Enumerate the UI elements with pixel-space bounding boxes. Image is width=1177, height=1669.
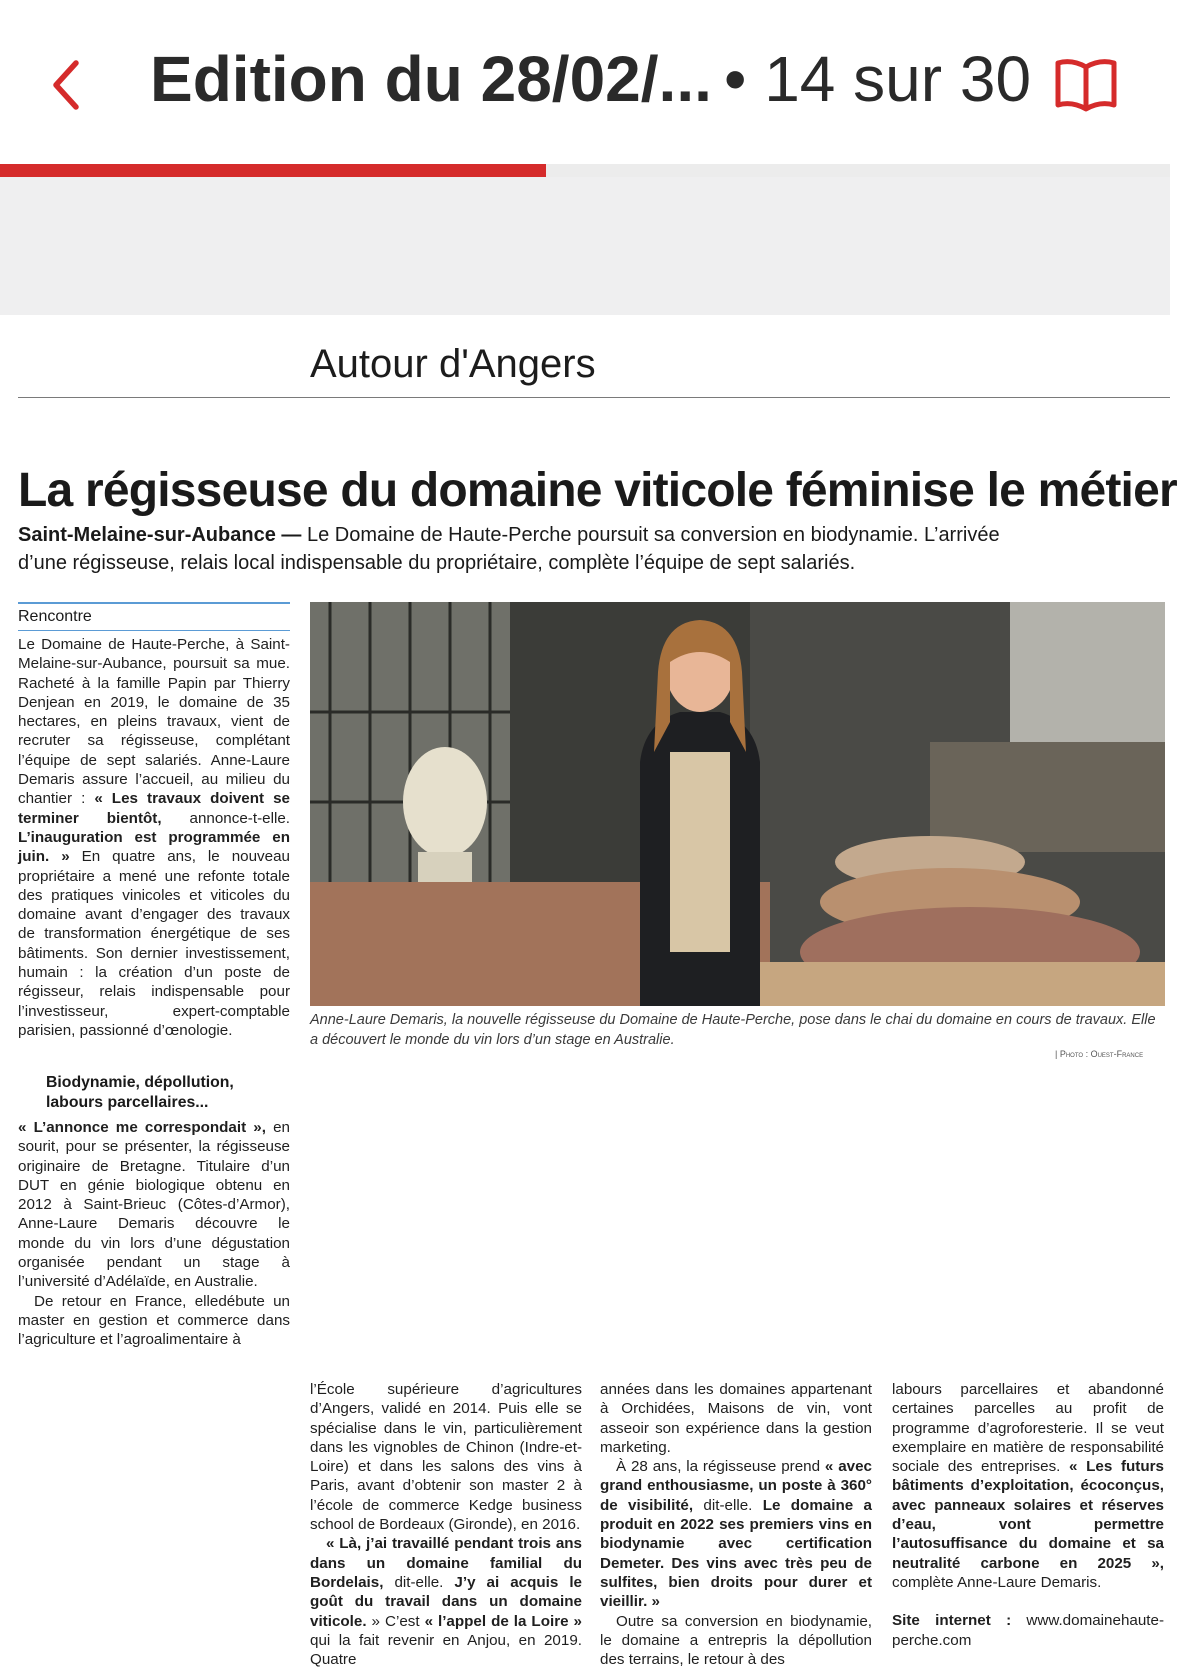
edition-title: Edition du 28/02/... [150, 43, 712, 115]
rubric-rule [18, 602, 290, 604]
article-column [600, 1380, 872, 1669]
newspaper-page [0, 315, 1177, 1669]
paragraph: « L’annonce me correspondait », en sourit, pour se présenter, la régisseuse originaire de Bretagne. Titulaire d’un DUT en génie biologique obtenu en 2012 à Saint-Brieuc (Côtes-d’Armor), Anne-Laure Demaris découvre le monde du vin lors d’une dégustation organisée pendant un stage à l’université d’Adélaïde, en Australie. [18, 1119, 290, 1291]
reading-progress-fill [0, 164, 546, 177]
lead-location: Saint-Melaine-sur-Aubance — [18, 524, 302, 546]
article-column [18, 635, 290, 1040]
article-column [18, 1118, 290, 1350]
reading-progress-bar [0, 164, 1170, 177]
paragraph: Outre sa conversion en biodynamie, le domaine a entrepris la dépollution des terrains, le retour à des [600, 1612, 872, 1669]
article-subheading: Biodynamie, dépollution, labours parcellaires... [46, 1074, 234, 1111]
paragraph: À 28 ans, la régisseuse prend « avec grand enthousiasme, un poste à 360° de visibilité, dit-elle. Le domaine a produit en 2022 ses premiers vins en biodynamie avec certification Demeter. Des vins avec très peu de sulfites, bien droits pour durer et vieillir. » [600, 1458, 872, 1611]
lead-text: Le Domaine de Haute-Perche poursuit sa conversion en biodynamie. L’arrivée d’une régisseuse, relais local indispensable du propriétaire, complète l’équipe de sept salariés. [18, 524, 1000, 574]
website-label: Site internet : [892, 1612, 1012, 1630]
photo-credit: | Photo : Ouest-France [1055, 1049, 1144, 1059]
page-indicator: • 14 sur 30 [724, 43, 1032, 115]
website-link[interactable]: www.domainehaute-perche.com [892, 1612, 1165, 1649]
article-lead [18, 521, 1038, 577]
book-open-icon [1052, 55, 1120, 115]
paragraph: l’École supérieure d’agricultures d’Angers, validé en 2014. Puis elle se spécialise dans le vin, particulièrement dans les vignobles de Chinon (Indre-et-Loire) et dans les salons des vins à Paris, avant d’obtenir son master 2 à l’école de commerce Kedge business school de Bordeaux (Gironde), en 2016. [310, 1381, 582, 1534]
photo-caption: Anne-Laure Demaris, la nouvelle régisseuse du Domaine de Haute-Perche, pose dans le chai du domaine en cours de travaux. Elle a découvert le monde du vin lors d’un stage en Australie. [310, 1012, 1156, 1048]
winery-photo-illustration [310, 602, 1165, 1006]
article-photo [310, 602, 1165, 1006]
top-bar [0, 0, 1170, 165]
article-column [892, 1380, 1164, 1650]
chevron-left-icon [40, 50, 100, 120]
paragraph: De retour en France, elledébute un master en gestion et commerce dans l’agriculture et l’agroalimentaire à [18, 1292, 290, 1349]
back-button[interactable] [40, 50, 100, 120]
article-headline: La régisseuse du domaine viticole féminise le métier [18, 464, 1177, 517]
article-column [310, 1380, 582, 1669]
rubric-rule [18, 630, 290, 631]
section-title: Autour d'Angers [310, 342, 596, 386]
paragraph: Le Domaine de Haute-Perche, à Saint-Melaine-sur-Aubance, poursuit sa mue. Racheté à la famille Papin par Thierry Denjean en 2019, le domaine de 35 hectares, en pleins travaux, vient de recruter sa régisseuse, complétant l’équipe de sept salariés. Anne-Laure Demaris assure l’accueil, au milieu du chantier : « Les travaux doivent se terminer bientôt, annonce-t-elle. L’inauguration est programmée en juin. » En quatre ans, le nouveau propriétaire a mené une refonte totale des pratiques vinicoles et viticoles du domaine avant d’engager des travaux de transformation énergétique de ses bâtiments. Son dernier investissement, humain : la création d’un poste de régisseur, relais indispensable pour l’investisseur, expert-comptable parisien, passionné d’œnologie. [18, 636, 290, 1039]
paragraph: années dans les domaines appartenant à Orchidées, Maisons de vin, vont asseoir son expérience dans la gestion marketing. [600, 1381, 872, 1456]
section-divider [18, 397, 1170, 398]
paragraph: « Là, j’ai travaillé pendant trois ans dans un domaine familial du Bordelais, dit-elle. J’y ai acquis le goût du travail dans un domaine viticole. » C’est « l’appel de la Loire » qui la fait revenir en Anjou, en 2019. Quatre [310, 1535, 583, 1669]
rubric-label: Rencontre [18, 608, 92, 625]
paragraph: labours parcellaires et abandonné certaines parcelles au profit de programme d’agroforesterie. Il se veut exemplaire en matière de responsabilité sociale des entreprises. « Les futurs bâtiments d’exploitation, écoconçus, avec panneaux solaires et réserves d’eau, vont permettre l’autosuffisance du domaine et sa neutralité carbone en 2025 », complète Anne-Laure Demaris. [892, 1381, 1164, 1591]
book-button[interactable] [1052, 55, 1120, 115]
page-gap [0, 177, 1170, 315]
website-line [892, 1611, 1164, 1650]
